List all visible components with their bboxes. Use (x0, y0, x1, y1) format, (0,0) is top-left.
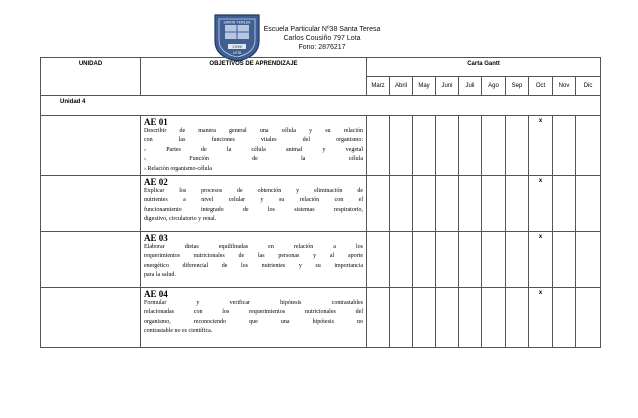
gantt-cell-abril (390, 232, 413, 288)
month-header-ago: Ago (482, 77, 506, 96)
gantt-cell-juni (436, 116, 459, 176)
objective-title: AE 01 (144, 117, 168, 127)
gantt-mark-oct: x (529, 116, 553, 176)
month-header-juni: Juni (436, 77, 459, 96)
gantt-cell-abril (390, 176, 413, 232)
seal-top-text: SANTA TERESA (223, 20, 251, 25)
objective-text-line: organismo, reconociendo que una hipótesis no (144, 318, 363, 325)
gantt-cell-may (413, 176, 436, 232)
unit-cell (41, 288, 141, 348)
month-header-juli: Juli (459, 77, 482, 96)
objective-text-line: nutrientes a nivel celular y su relación con el (144, 197, 363, 204)
month-header-abril: Abril (390, 77, 413, 96)
gantt-cell-dic (576, 232, 601, 288)
unit-row (41, 96, 601, 116)
gantt-cell-ago (482, 232, 506, 288)
header-objetivos: OBJETIVOS DE APRENDIZAJE (141, 58, 367, 96)
gantt-cell-juni (436, 176, 459, 232)
objective-cell (141, 232, 367, 288)
objective-text-line: contrastable no es científica. (144, 328, 213, 335)
gantt-cell-may (413, 232, 436, 288)
gantt-cell-juli (459, 176, 482, 232)
gantt-cell-juli (459, 232, 482, 288)
gantt-cell-juli (459, 288, 482, 348)
gantt-cell-dic (576, 116, 601, 176)
objective-title: AE 03 (144, 233, 168, 244)
table-row (41, 176, 601, 232)
objective-text-line: relacionadas con los requerimientos nutricionales del (144, 309, 363, 316)
gantt-cell-dic (576, 288, 601, 348)
header-unidad: UNIDAD (41, 58, 141, 96)
gantt-cell-nov (553, 232, 576, 288)
objective-title: AE 02 (144, 177, 168, 188)
table-row (41, 288, 601, 348)
unit-cell (41, 232, 141, 288)
gantt-cell-abril (390, 288, 413, 348)
unit-cell (41, 116, 141, 176)
gantt-cell-may (413, 116, 436, 176)
month-header-oct: Oct (529, 77, 553, 96)
header-carta-gantt: Carta Gantt (367, 58, 601, 77)
objective-text-line: para la salud. (144, 272, 176, 279)
month-header-sep: Sep (506, 77, 529, 96)
month-header-nov: Nov (553, 77, 576, 96)
objective-cell (141, 176, 367, 232)
gantt-cell-nov (553, 116, 576, 176)
gantt-cell-sep (506, 288, 529, 348)
gantt-cell-nov (553, 176, 576, 232)
gantt-cell-nov (553, 288, 576, 348)
gantt-cell-marz (367, 288, 390, 348)
gantt-cell-sep (506, 116, 529, 176)
seal-year-text: 1936 (232, 44, 242, 50)
gantt-cell-juli (459, 116, 482, 176)
seal-bottom-text: LOTA (232, 51, 242, 55)
gantt-cell-dic (576, 176, 601, 232)
school-address: Carlos Cousiño 797 Lota (283, 35, 361, 42)
table-row (41, 116, 601, 176)
objective-text-line: › Función de la célula (144, 156, 363, 163)
objective-text-line: energético diferencial de los nutrientes y su importancia (144, 262, 363, 269)
month-header-may: May (413, 77, 436, 96)
month-header-dic: Dic (576, 77, 601, 96)
gantt-mark-oct: x (529, 176, 553, 232)
gantt-mark-oct: x (529, 288, 553, 348)
objective-text-line: digestivo, circulatorio y renal. (144, 216, 217, 223)
unit-label: Unidad 4 (41, 96, 601, 116)
school-name: Escuela Particular Nº38 Santa Teresa (263, 26, 381, 33)
objective-title: AE 04 (144, 289, 168, 300)
gantt-cell-ago (482, 176, 506, 232)
objective-cell (141, 288, 367, 348)
school-seal-icon (211, 11, 263, 63)
school-phone: Fono: 2876217 (298, 44, 346, 51)
objective-text-line: requerimientos nutricionales de las personas y al aporte (144, 253, 363, 260)
school-info (262, 25, 382, 52)
gantt-cell-ago (482, 116, 506, 176)
planning-table (40, 57, 601, 348)
gantt-cell-sep (506, 176, 529, 232)
objective-cell (141, 116, 367, 176)
gantt-mark-oct: x (529, 232, 553, 288)
gantt-cell-ago (482, 288, 506, 348)
gantt-cell-marz (367, 116, 390, 176)
gantt-cell-abril (390, 116, 413, 176)
table-row (41, 232, 601, 288)
objective-text-line: › Partes de la célula animal y vegetal (144, 146, 363, 153)
gantt-cell-may (413, 288, 436, 348)
gantt-cell-sep (506, 232, 529, 288)
gantt-cell-marz (367, 176, 390, 232)
gantt-cell-juni (436, 288, 459, 348)
gantt-cell-marz (367, 232, 390, 288)
objective-text-line: con las funciones vitales del organismo: (144, 137, 363, 144)
table-header-row (41, 58, 601, 77)
document-header (0, 0, 638, 58)
objective-text-line: funcionamiento integrado de los sistemas respiratorio, (144, 206, 363, 213)
unit-cell (41, 176, 141, 232)
objective-text-line: Formular y verificar hipótesis contrastables (144, 300, 363, 307)
month-header-marz: Marz (367, 77, 390, 96)
objective-text-line: Describir de manera general una célula y su relación (144, 128, 363, 134)
gantt-cell-juni (436, 232, 459, 288)
objective-text-line: Explicar los procesos de obtención y eliminación de (144, 188, 363, 195)
objective-text-line: Elaborar dietas equilibradas en relación a los (144, 244, 363, 251)
objective-text-line: › Relación organismo-célula (144, 165, 212, 172)
